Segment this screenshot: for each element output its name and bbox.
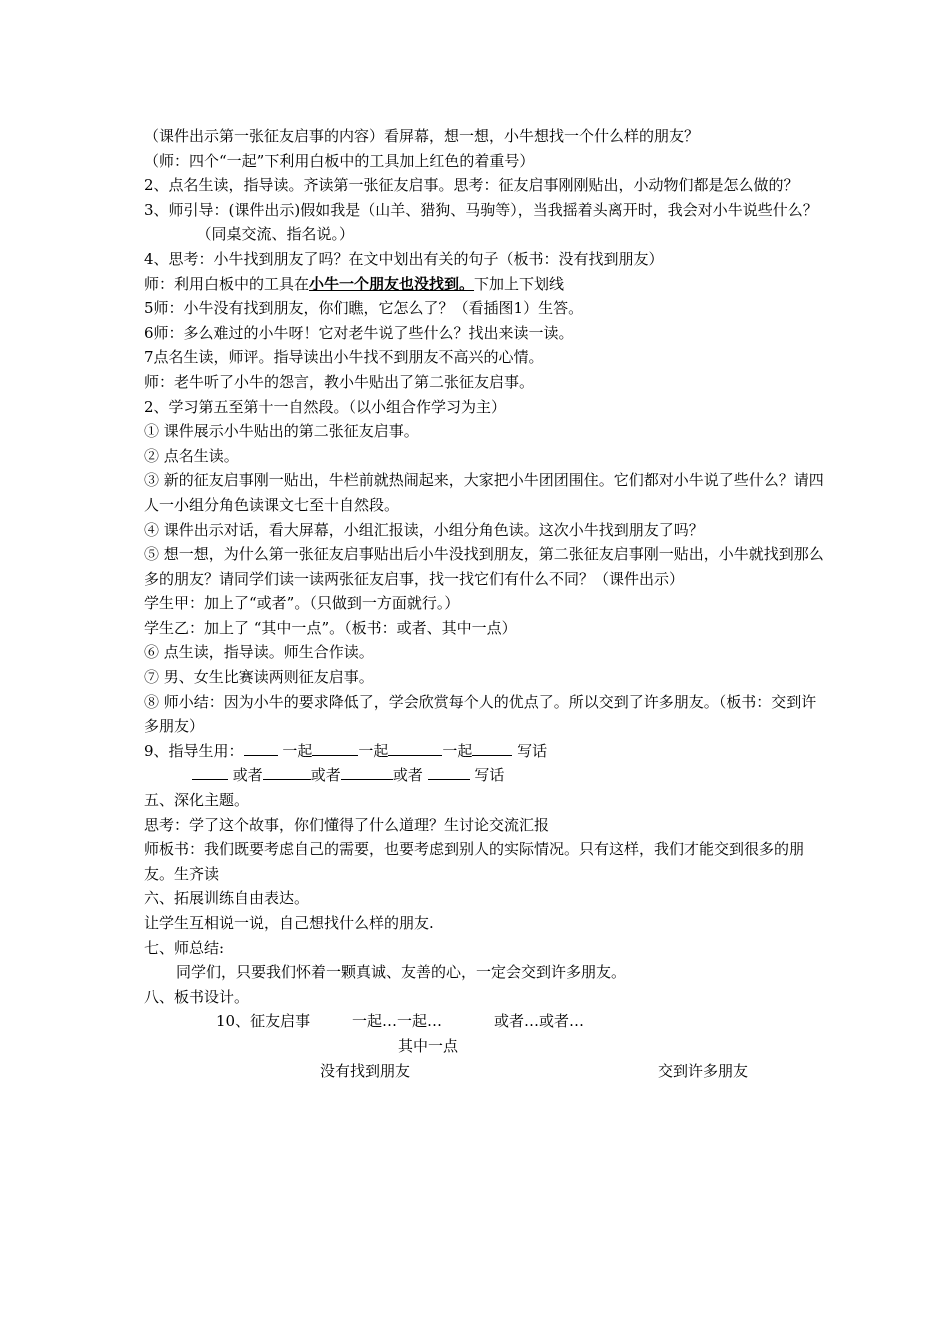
board-design-row-1 — [144, 1009, 824, 1034]
board-design-row-3 — [144, 1059, 824, 1084]
text-line: 思考：学了这个故事，你们懂得了什么道理？生讨论交流汇报 — [144, 815, 550, 834]
text-segment: 师：利用白板中的工具在 — [144, 274, 310, 293]
section-heading: 五、深化主题。 — [144, 791, 250, 810]
text-line: 6师：多么难过的小牛呀！它对老牛说了些什么？找出来读一读。 — [144, 323, 574, 342]
text-segment: 下加上下划线 — [474, 274, 565, 293]
text-line: ⑧ 师小结：因为小牛的要求降低了，学会欣赏每个人的优点了。所以交到了许多朋友。（板书：交到许多朋友） — [144, 692, 817, 736]
text-line: ⑥ 点生读，指导读。师生合作读。 — [144, 643, 374, 662]
text-line: 4、思考：小牛找到朋友了吗？在文中划出有关的句子（板书：没有找到朋友） — [144, 249, 664, 268]
text-line: ⑤ 想一想，为什么第一张征友启事贴出后小牛没找到朋友，第二张征友启事刚一贴出，小牛就找到那么多的朋友？请同学们读一读两张征友启事，找一找它们有什么不同？（课件出示） — [144, 545, 824, 588]
blank — [341, 765, 393, 780]
text-line: ④ 课件出示对话，看大屏幕，小组汇报读，小组分角色读。这次小牛找到朋友了吗？ — [144, 520, 704, 539]
text-line: 7点名生读，师评。指导读出小牛找不到朋友不高兴的心情。 — [144, 348, 544, 367]
board-result-right: 交到许多朋友 — [658, 1061, 749, 1080]
board-design-row-2 — [144, 1034, 824, 1059]
section-heading: 六、拓展训练自由表达。 — [144, 889, 310, 908]
underline-instruction-line — [144, 272, 824, 297]
board-result-left: 没有找到朋友 — [320, 1061, 411, 1080]
section-heading: 七、师总结: — [144, 938, 225, 957]
text-line: ⑦ 男、女生比赛读两则征友启事。 — [144, 668, 374, 687]
exercise-word: 或者 — [232, 766, 263, 785]
text-line: ① 课件展示小牛贴出的第二张征友启事。 — [144, 422, 419, 441]
blank — [312, 741, 358, 756]
text-line: 学生甲：加上了“或者”。（只做到一方面就行。） — [144, 594, 460, 613]
blank — [428, 765, 470, 780]
blank — [388, 741, 442, 756]
exercise-word: 或者 — [310, 766, 341, 785]
text-line: 学生乙：加上了 “其中一点”。（板书：或者、其中一点） — [144, 618, 517, 637]
blank — [263, 765, 311, 780]
summary-paragraph: 同学们，只要我们怀着一颗真诚、友善的心，一定会交到许多朋友。 — [176, 963, 627, 982]
exercise-word: 写话 — [474, 766, 505, 785]
board-phrase: 其中一点 — [398, 1036, 459, 1055]
blank — [244, 741, 278, 756]
text-line: （课件出示第一张征友启事的内容）看屏幕，想一想，小牛想找一个什么样的朋友？ — [144, 127, 700, 145]
blank — [192, 765, 228, 780]
text-line: ② 点名生读。 — [144, 446, 239, 465]
exercise-word: 写话 — [517, 741, 548, 760]
text-line: （师：四个“一起”下利用白板中的工具加上红色的着重号） — [144, 151, 535, 170]
text-line: 3、师引导：(课件出示)假如我是（山羊、猎狗、马驹等），当我摇着头离开时，我会对小牛说些什么？ （同桌交流、指名说。） — [144, 200, 818, 244]
board-phrase: 或者…或者… — [494, 1012, 585, 1031]
exercise-word: 一起 — [358, 741, 389, 760]
exercise-line-huozhe — [144, 763, 824, 788]
emphasized-sentence: 小牛一个朋友也没找到。 — [309, 274, 475, 293]
exercise-word: 一起 — [282, 741, 313, 760]
text-line: 师：老牛听了小牛的怨言，教小牛贴出了第二张征友启事。 — [144, 372, 535, 391]
exercise-label: 9、指导生用： — [144, 741, 244, 760]
text-line: ③ 新的征友启事刚一贴出，牛栏前就热闹起来，大家把小牛团团围住。它们都对小牛说了些什么？请四人一小组分角色读课文七至十自然段。 — [144, 471, 824, 514]
exercise-line-yiqi — [144, 739, 824, 764]
text-line: 2、学习第五至第十一自然段。（以小组合作学习为主） — [144, 397, 507, 416]
text-line: 2、点名生读，指导读。齐读第一张征友启事。思考：征友启事刚刚贴出，小动物们都是怎么做的？ — [144, 176, 799, 195]
board-phrase: 一起…一起… — [352, 1012, 443, 1031]
section-heading: 八、板书设计。 — [144, 987, 250, 1006]
text-line: 5师：小牛没有找到朋友，你们瞧，它怎么了？（看插图1）生答。 — [144, 299, 584, 318]
document-body — [144, 124, 824, 1083]
blank — [472, 741, 512, 756]
text-line: 师板书：我们既要考虑自己的需要，也要考虑到别人的实际情况。只有这样，我们才能交到很多的朋友。生齐读 — [144, 840, 805, 883]
exercise-word: 一起 — [442, 741, 473, 760]
text-line: 让学生互相说一说，自己想找什么样的朋友. — [144, 914, 434, 932]
exercise-word: 或者 — [392, 766, 423, 785]
board-title: 10、征友启事 — [216, 1012, 311, 1031]
